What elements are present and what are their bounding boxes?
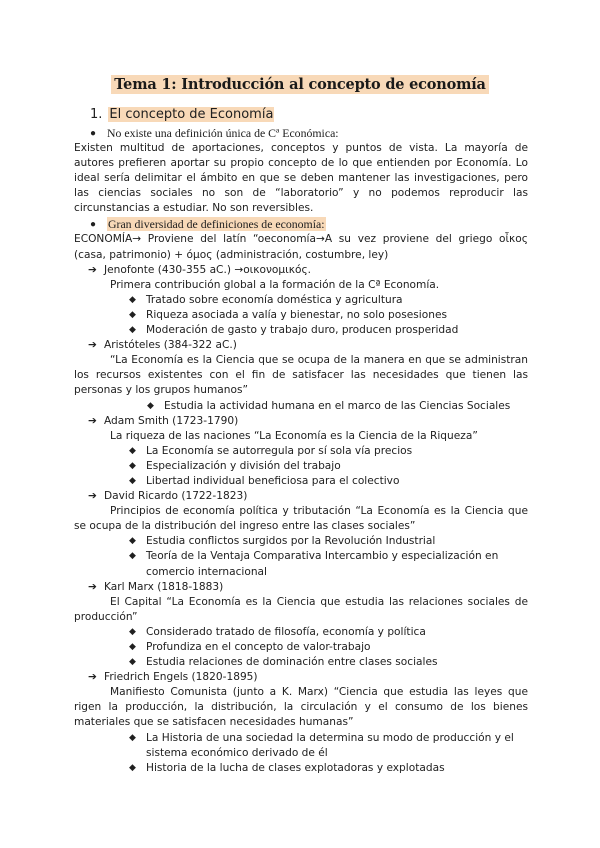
- author-point-text: Profundiza en el concepto de valor-trabajo: [146, 641, 371, 653]
- author-point: [74, 534, 528, 549]
- arrow-icon: ➔: [88, 490, 97, 503]
- author-item: [74, 670, 528, 685]
- arrow-icon: ➔: [88, 414, 97, 427]
- author-point: [74, 474, 528, 489]
- etymology-paragraph: ECONOMÍA→ Proviene del latín “oeconomía→A su vez proviene del griego οἶκος (casa, patrimonio) + όμος (administración, costumbre, ley): [74, 233, 528, 261]
- author-point: [74, 655, 528, 670]
- author-name: Jenofonte (430-355 aC.) →οικονομικός.: [104, 263, 312, 276]
- author-item: [74, 580, 528, 595]
- author-item: [74, 263, 528, 278]
- author-description: El Capital “La Economía es la Ciencia que estudia las relaciones sociales de producción”: [74, 595, 528, 623]
- author-description: “La Economía es la Ciencia que se ocupa de la manera en que se administran los recursos existentes con el fin de satisfacer las necesidades que tienen las personas y los grupos humanos”: [74, 354, 528, 397]
- diamond-bullet-icon: ◆: [147, 400, 154, 411]
- diamond-bullet-icon: ◆: [129, 642, 136, 652]
- author-point-text: Estudia relaciones de dominación entre clases sociales: [146, 656, 438, 669]
- page-title: Tema 1: Introducción al concepto de economía: [111, 75, 488, 94]
- author-point-text: Especialización y división del trabajo: [146, 459, 341, 472]
- author-point-text: Estudia la actividad humana en el marco de las Ciencias Sociales: [164, 399, 511, 412]
- author-description: Primera contribución global a la formación de la Cª Economía.: [110, 278, 440, 291]
- diamond-bullet-icon: ◆: [129, 475, 136, 486]
- author-point: [74, 293, 528, 308]
- author-point-text: Considerado tratado de filosofía, economía y política: [146, 625, 426, 638]
- bullet-heading-2-text: Gran diversidad de definiciones de economía:: [108, 217, 325, 232]
- author-item: [74, 489, 528, 504]
- document-body: [74, 106, 528, 776]
- diamond-bullet-icon: ◆: [129, 309, 136, 320]
- author-point-text: Tratado sobre economía doméstica y agricultura: [146, 293, 403, 306]
- authors-list: [74, 263, 528, 776]
- author-point-text: La Historia de una sociedad la determina su modo de producción y el sistema económico derivado de él: [146, 731, 514, 759]
- bullet-heading-1: [74, 126, 528, 140]
- arrow-icon: ➔: [88, 580, 97, 593]
- author-point-text: La Economía se autorregula por sí sola vía precios: [146, 444, 413, 457]
- diamond-bullet-icon: ◆: [129, 460, 136, 471]
- diamond-bullet-icon: ◆: [129, 536, 136, 547]
- author-point: [74, 399, 528, 414]
- author-description: Manifiesto Comunista (junto a K. Marx) “Ciencia que estudia las leyes que rigen la producción, la distribución, la circulación y el consumo de los bienes materiales que se satisfacen necesidades humanas”: [74, 686, 528, 729]
- author-name: Aristóteles (384-322 aC.): [104, 339, 237, 352]
- bullet-heading-1-text: No existe una definición única de Cª Económica:: [107, 126, 339, 140]
- author-name: Karl Marx (1818-1883): [104, 580, 224, 593]
- arrow-icon: ➔: [88, 263, 97, 276]
- author-point-text: Libertad individual beneficiosa para el colectivo: [146, 474, 400, 487]
- author-point: [74, 761, 528, 776]
- section-heading: [90, 106, 528, 124]
- author-point-text: Historia de la lucha de clases explotadoras y explotadas: [146, 761, 445, 774]
- diamond-bullet-icon: ◆: [129, 762, 136, 773]
- author-item: [74, 338, 528, 353]
- diamond-bullet-icon: ◆: [129, 294, 136, 305]
- author-point: [74, 459, 528, 474]
- bullet-heading-2: [74, 217, 528, 231]
- diamond-bullet-icon: ◆: [129, 657, 136, 668]
- author-point: [74, 444, 528, 459]
- bullet-dot-icon: ●: [90, 128, 97, 139]
- author-point-text: Riqueza asociada a valía y bienestar, no solo posesiones: [146, 308, 447, 321]
- author-description: La riqueza de las naciones “La Economía es la Ciencia de la Riqueza”: [110, 429, 478, 442]
- author-name: Friedrich Engels (1820-1895): [104, 671, 258, 684]
- diamond-bullet-icon: ◆: [129, 732, 136, 743]
- author-point: [74, 625, 528, 640]
- section-label: El concepto de Economía: [109, 107, 274, 122]
- arrow-icon: ➔: [88, 671, 97, 684]
- bullet-dot-icon: ●: [90, 219, 97, 231]
- author-point: [74, 549, 528, 579]
- author-item: [74, 414, 528, 429]
- author-name: Adam Smith (1723-1790): [104, 414, 239, 427]
- arrow-icon: ➔: [88, 339, 97, 352]
- bullet-1-paragraph: Existen multitud de aportaciones, conceptos y puntos de vista. La mayoría de autores prefieren aportar su propio concepto de lo que entienden por Economía. Lo ideal sería delimitar el ámbito en que se deben mantener las investigaciones, pero las ciencias sociales no son de “laboratorio” y no podemos reproducir las circunstancias a estudiar. No son reversibles.: [74, 142, 528, 215]
- author-point: [74, 640, 528, 655]
- author-name: David Ricardo (1722-1823): [104, 490, 248, 503]
- author-point-text: Estudia conflictos surgidos por la Revolución Industrial: [146, 535, 436, 548]
- diamond-bullet-icon: ◆: [129, 445, 136, 456]
- author-point: [74, 323, 528, 338]
- diamond-bullet-icon: ◆: [129, 325, 136, 336]
- title-wrap: [0, 74, 600, 94]
- author-point: [74, 731, 528, 761]
- author-description: Principios de economía política y tributación “La Economía es la Ciencia que se ocupa de la distribución del ingreso entre las clases sociales”: [74, 505, 528, 533]
- section-number: 1.: [90, 107, 103, 122]
- author-point-text: Moderación de gasto y trabajo duro, producen prosperidad: [146, 324, 459, 337]
- diamond-bullet-icon: ◆: [129, 551, 136, 562]
- diamond-bullet-icon: ◆: [129, 626, 136, 637]
- author-point: [74, 308, 528, 323]
- author-point-text: Teoría de la Ventaja Comparativa Intercambio y especialización en comercio internacional: [146, 550, 499, 578]
